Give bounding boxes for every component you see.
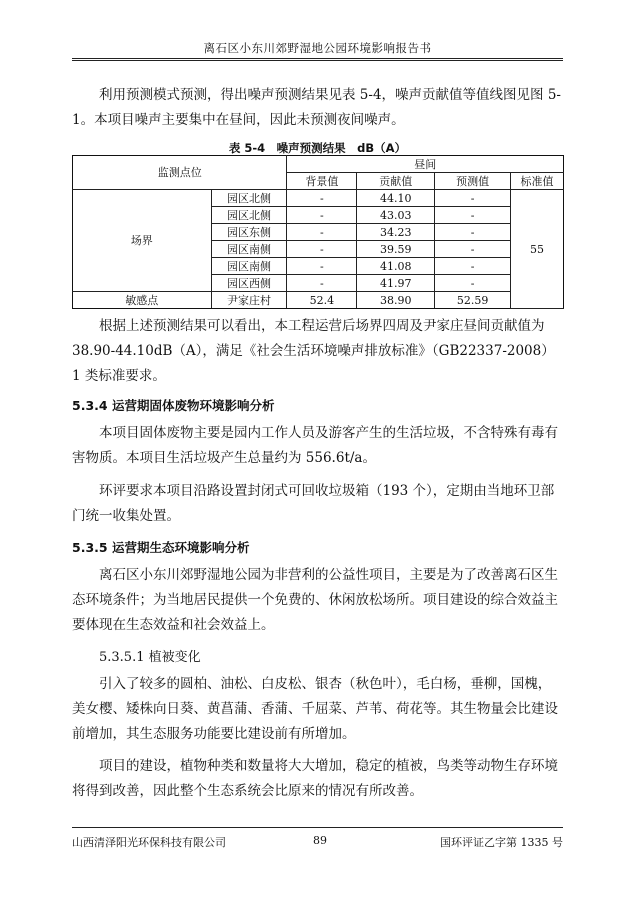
header-rule [72,58,563,59]
cell-predicted: - [435,258,511,275]
cell-contribution: 34.23 [357,224,435,241]
subsection-heading-vegetation: 5.3.5.1 植被变化 [99,650,201,665]
cell-background: - [287,190,357,207]
paragraph-prediction-conclusion: 根据上述预测结果可以看出，本工程运营后场界四周及尹家庄昼间贡献值为 38.90-44.10dB（A），满足《社会生活环境噪声排放标准》（GB22337-2008）1 类标准要求。 [72,318,555,384]
page-number: 89 [313,834,327,847]
cell-contribution: 41.97 [357,275,435,292]
table-row [73,190,564,207]
cell-predicted: - [435,224,511,241]
table-header-row [73,156,564,173]
cell-point: 园区东侧 [211,224,287,241]
cell-background: - [287,275,357,292]
noise-prediction-table [72,155,564,309]
paragraph-noise-prediction: 利用预测模式预测，得出噪声预测结果见表 5-4，噪声贡献值等值线图见图 5-1。本项目噪声主要集中在昼间，因此未预测夜间噪声。 [72,87,561,128]
cell-point: 园区南侧 [211,258,287,275]
header-predicted: 预测值 [435,173,511,190]
cell-predicted: - [435,275,511,292]
cell-contribution: 39.59 [357,241,435,258]
paragraph-waste-bins: 环评要求本项目沿路设置封闭式可回收垃圾箱（193 个），定期由当地环卫部门统一收集处置。 [72,483,555,524]
cell-predicted: - [435,207,511,224]
paragraph-ecology: 离石区小东川郊野湿地公园为非营利的公益性项目，主要是为了改善离石区生态环境条件；为当地居民提供一个免费的、休闲放松场所。项目建设的综合效益主要体现在生态效益和社会效益上。 [72,567,558,633]
header-rule-thin [72,60,563,61]
section-heading-ecology: 5.3.5 运营期生态环境影响分析 [72,540,250,555]
cell-point: 园区北侧 [211,190,287,207]
cell-point: 园区西侧 [211,275,287,292]
header-daytime: 昼间 [287,156,564,173]
footer-rule [72,827,563,828]
cell-background: - [287,207,357,224]
cell-predicted: - [435,241,511,258]
cell-predicted: 52.59 [435,292,511,309]
cell-background: - [287,241,357,258]
cell-background: 52.4 [287,292,357,309]
header-background: 背景值 [287,173,357,190]
paragraph-vegetation: 引入了较多的圆柏、油松、白皮松、银杏（秋色叶），毛白杨，垂柳，国槐，美女樱、矮株向日葵、黄菖蒲、香蒲、千屈菜、芦苇、荷花等。其生物量会比建设前增加，其生态服务功能要比建设前有所增加。 [72,676,558,742]
cell-point: 园区南侧 [211,241,287,258]
paragraph-solid-waste: 本项目固体废物主要是园内工作人员及游客产生的生活垃圾，不含特殊有毒有害物质。本项目生活垃圾产生总量约为 556.6t/a。 [72,425,558,466]
section-heading-solid-waste: 5.3.4 运营期固体废物环境影响分析 [72,398,275,413]
cell-predicted: - [435,190,511,207]
cell-contribution: 41.08 [357,258,435,275]
table-row [73,292,564,309]
cell-background: - [287,224,357,241]
header-standard: 标准值 [511,173,564,190]
cell-contribution: 43.03 [357,207,435,224]
cell-background: - [287,258,357,275]
cell-contribution: 38.90 [357,292,435,309]
footer-company: 山西清泽阳光环保科技有限公司 [72,836,226,849]
table-title: 表 5-4 噪声预测结果 dB（A） [228,141,407,155]
page-header: 离石区小东川郊野湿地公园环境影响报告书 [203,41,432,55]
cell-contribution: 44.10 [357,190,435,207]
cell-point: 尹家庄村 [211,292,287,309]
cell-point: 园区北侧 [211,207,287,224]
header-contribution: 贡献值 [357,173,435,190]
group-boundary: 场界 [73,190,212,292]
cell-standard: 55 [511,190,564,309]
group-sensitive: 敏感点 [73,292,212,309]
header-monitor-point: 监测点位 [73,156,287,190]
paragraph-ecosystem: 项目的建设，植物种类和数量将大大增加，稳定的植被，鸟类等动物生存环境将得到改善，因此整个生态系统会比原来的情况有所改善。 [72,758,558,799]
footer-certificate: 国环评证乙字第 1335 号 [440,836,563,849]
